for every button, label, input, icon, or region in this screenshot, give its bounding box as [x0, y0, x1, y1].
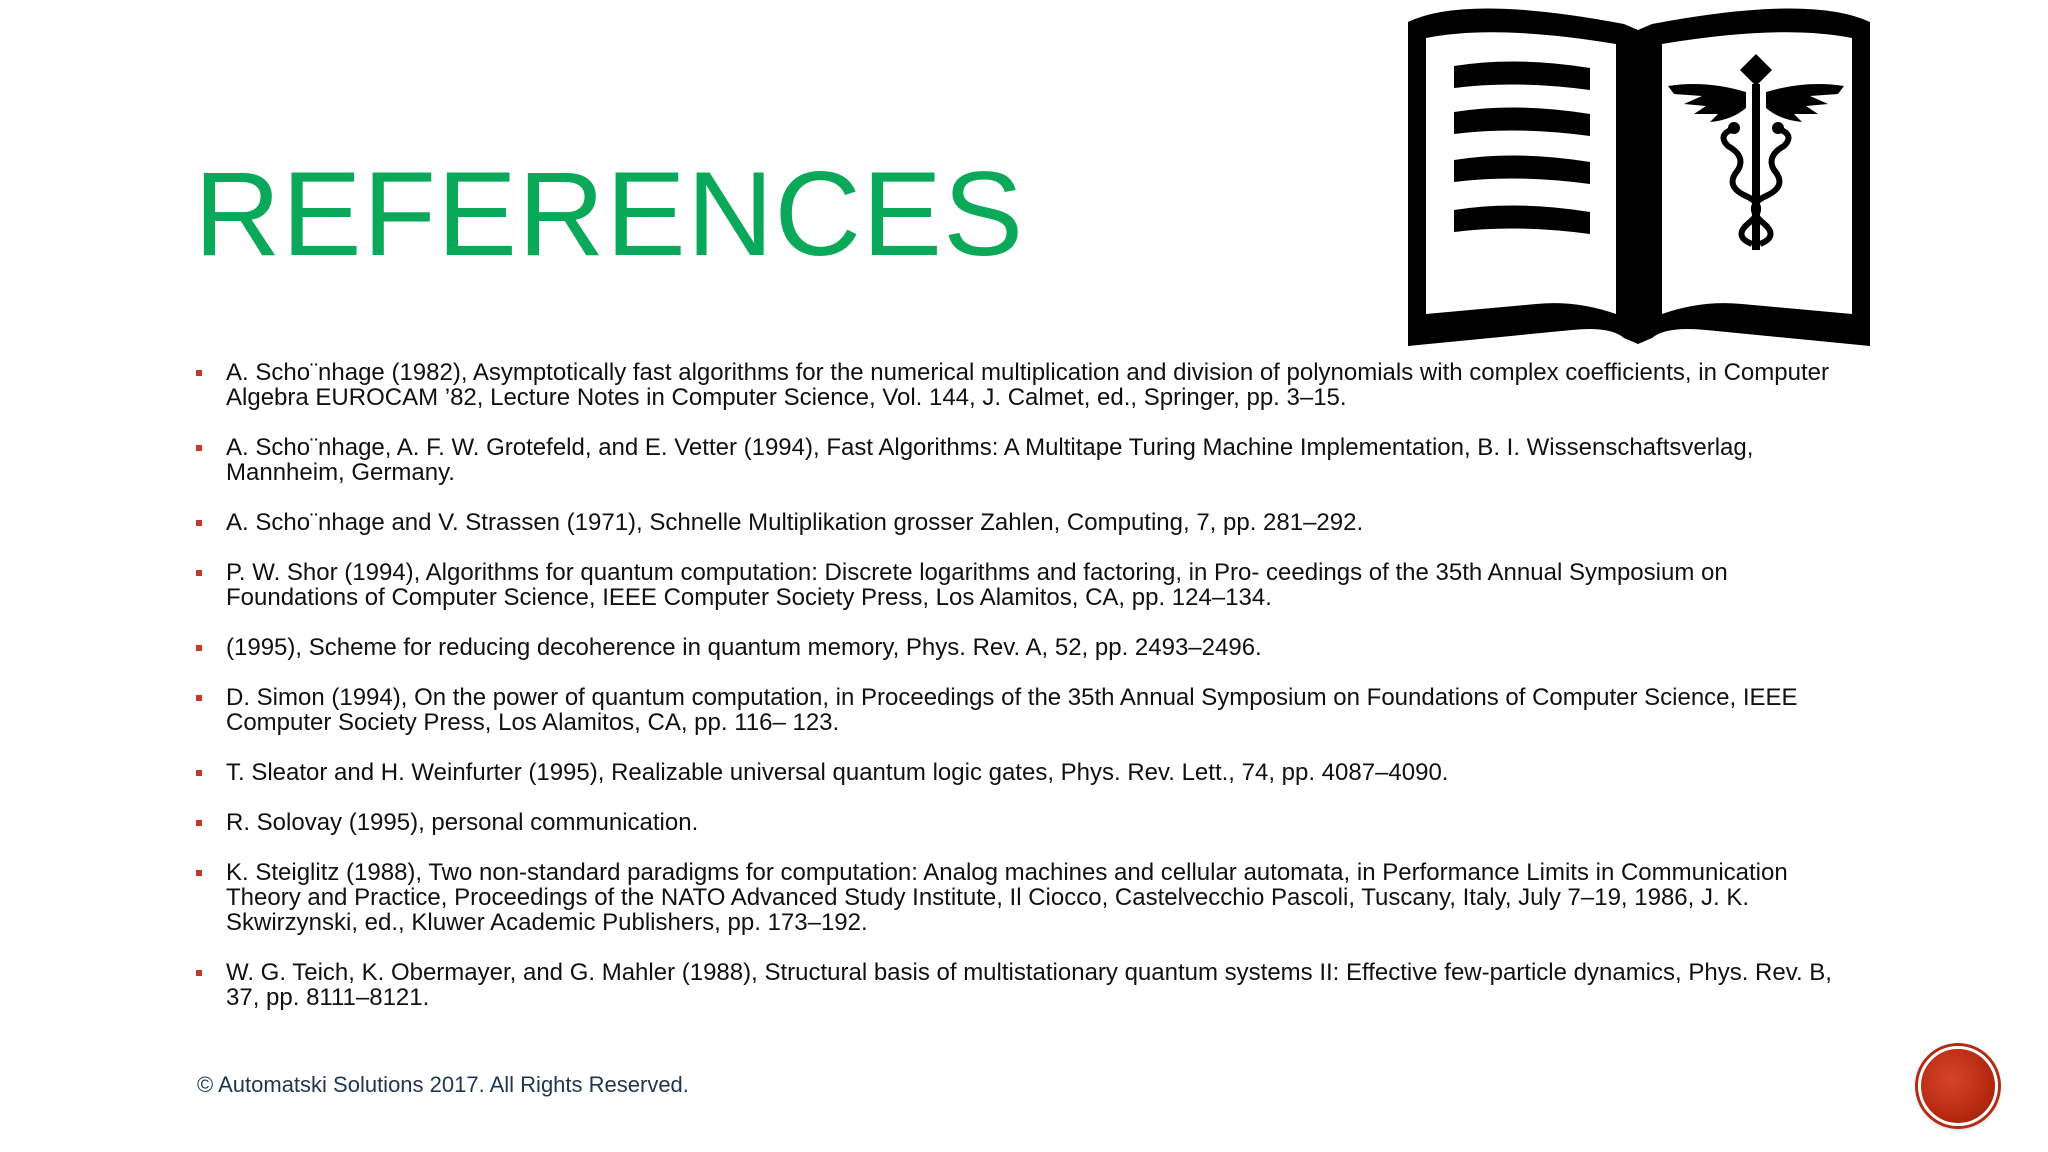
reference-text: A. Scho¨nhage and V. Strassen (1971), Schnelle Multiplikation grosser Zahlen, Computing, 7, pp. 281–292. — [226, 509, 1364, 536]
bullet-marker — [196, 970, 202, 976]
list-item — [196, 510, 1864, 535]
reference-text: W. G. Teich, K. Obermayer, and G. Mahler (1988), Structural basis of multistationary quantum systems II: Effective few-particle dynamics, Phys. Rev. B, 37, pp. 8111–8121. — [226, 959, 1832, 1011]
bullet-marker — [196, 445, 202, 451]
bullet-marker — [196, 370, 202, 376]
reference-list — [196, 360, 1864, 1035]
bullet-marker — [196, 645, 202, 651]
reference-text: P. W. Shor (1994), Algorithms for quantum computation: Discrete logarithms and factoring, in Pro- ceedings of the 35th Annual Symposium on Foundations of Computer Science, IEEE Computer Society Press, Los Alamitos, CA, pp. 124–134. — [226, 559, 1728, 611]
reference-text: D. Simon (1994), On the power of quantum computation, in Proceedings of the 35th Annual Symposium on Foundations of Computer Science, IEEE Computer Society Press, Los Alamitos, CA, pp. 116– 123. — [226, 684, 1798, 736]
list-item — [196, 810, 1864, 835]
page-title: REFERENCES — [194, 147, 1025, 281]
copyright-footer: © Automatski Solutions 2017. All Rights Reserved. — [197, 1072, 689, 1097]
reference-text: K. Steiglitz (1988), Two non-standard paradigms for computation: Analog machines and cellular automata, in Performance Limits in Communication Theory and Practice, Proceedings of the NATO Advanced Study Institute, Il Ciocco, Castelvecchio Pascoli, Tuscany, Italy, July 7–19, 1986, J. K. Skwirzynski, ed., Kluwer Academic Publishers, pp. 173–192. — [226, 859, 1788, 936]
list-item — [196, 435, 1864, 485]
list-item — [196, 560, 1864, 610]
reference-text: A. Scho¨nhage, A. F. W. Grotefeld, and E. Vetter (1994), Fast Algorithms: A Multitape Turing Machine Implementation, B. I. Wissenschaftsverlag, Mannheim, Germany. — [226, 434, 1754, 486]
red-circle-nav-icon[interactable] — [1918, 1046, 1998, 1126]
bullet-marker — [196, 870, 202, 876]
list-item — [196, 635, 1864, 660]
list-item — [196, 360, 1864, 410]
reference-text: (1995), Scheme for reducing decoherence in quantum memory, Phys. Rev. A, 52, pp. 2493–2496. — [226, 634, 1262, 661]
bullet-marker — [196, 695, 202, 701]
reference-text: A. Scho¨nhage (1982), Asymptotically fast algorithms for the numerical multiplication and division of polynomials with complex coefficients, in Computer Algebra EUROCAM ’82, Lecture Notes in Computer Science, Vol. 144, J. Calmet, ed., Springer, pp. 3–15. — [226, 359, 1829, 411]
reference-text: T. Sleator and H. Weinfurter (1995), Realizable universal quantum logic gates, Phys. Rev. Lett., 74, pp. 4087–4090. — [226, 759, 1449, 786]
bullet-marker — [196, 570, 202, 576]
list-item — [196, 685, 1864, 735]
bullet-marker — [196, 520, 202, 526]
open-book-caduceus-icon — [1406, 0, 1872, 346]
bullet-marker — [196, 820, 202, 826]
list-item — [196, 860, 1864, 935]
bullet-marker — [196, 770, 202, 776]
reference-text: R. Solovay (1995), personal communication. — [226, 809, 699, 836]
list-item — [196, 760, 1864, 785]
list-item — [196, 960, 1864, 1010]
